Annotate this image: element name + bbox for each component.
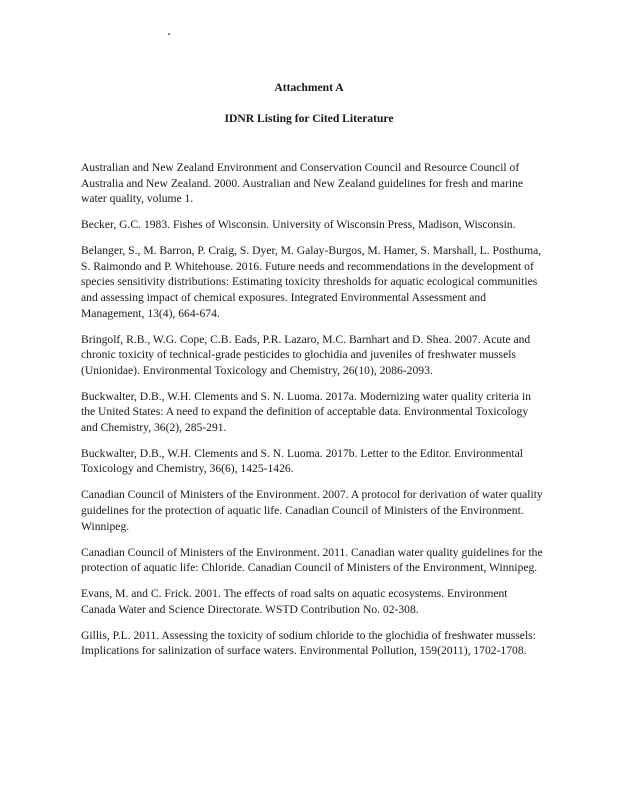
attachment-heading: Attachment A (274, 81, 344, 94)
reference-item: Evans, M. and C. Frick. 2001. The effects of road salts on aquatic ecosystems. Environment Canada Water and Science Directorate. WSTD Contribution No. 02-308. (81, 587, 508, 616)
reference-item: Becker, G.C. 1983. Fishes of Wisconsin. University of Wisconsin Press, Madison, Wisconsin. (81, 218, 516, 232)
reference-item: Canadian Council of Ministers of the Environment. 2011. Canadian water quality guidelines for the protection of aquatic life: Chloride. Canadian Council of Ministers of the Environment, Winnipeg. (81, 545, 543, 575)
reference-item: Bringolf, R.B., W.G. Cope, C.B. Eads, P.R. Lazaro, M.C. Barnhart and D. Shea. 2007. Acute and chronic toxicity of technical-grade pesticides to glochidia and juveniles of freshwater mussels (Unionidae). Environmental Toxicology and Chemistry, 26(10), 2086-2093. (81, 332, 531, 377)
reference-item: Buckwalter, D.B., W.H. Clements and S. N. Luoma. 2017a. Modernizing water quality criteria in the United States: A need to expand the definition of acceptable data. Environmental Toxicology and Chemistry, 36(2), 285-291. (81, 389, 531, 434)
reference-item: Canadian Council of Ministers of the Environment. 2007. A protocol for derivation of water quality guidelines for the protection of aquatic life. Canadian Council of Ministers of the Environment. Winnipeg. (81, 488, 543, 533)
reference-item: Belanger, S., M. Barron, P. Craig, S. Dyer, M. Galay-Burgos, M. Hamer, S. Marshall, L. Posthuma, S. Raimondo and P. Whitehouse. 2016. Future needs and recommendations in the development of species sensitivity distributions: Estimating toxicity thresholds for aquatic ecological communities and assessing impact of chemical exposures. Integrated Environmental Assessment and Management, 13(4), 664-674. (81, 244, 542, 320)
reference-item: Buckwalter, D.B., W.H. Clements and S. N. Luoma. 2017b. Letter to the Editor. Environmental Toxicology and Chemistry, 36(6), 1425-1426. (81, 446, 523, 476)
reference-item: Gillis, P.L. 2011. Assessing the toxicity of sodium chloride to the glochidia of freshwater mussels: Implications for salinization of surface waters. Environmental Pollution, 159(2011), 1702-1708. (81, 628, 536, 658)
reference-list (81, 160, 543, 669)
reference-item: Australian and New Zealand Environment and Conservation Council and Resource Council of Australia and New Zealand. 2000. Australian and New Zealand guidelines for fresh and marine water quality, volume 1. (81, 161, 524, 206)
scan-speck (168, 33, 170, 35)
attachment-subheading: IDNR Listing for Cited Literature (224, 112, 394, 125)
